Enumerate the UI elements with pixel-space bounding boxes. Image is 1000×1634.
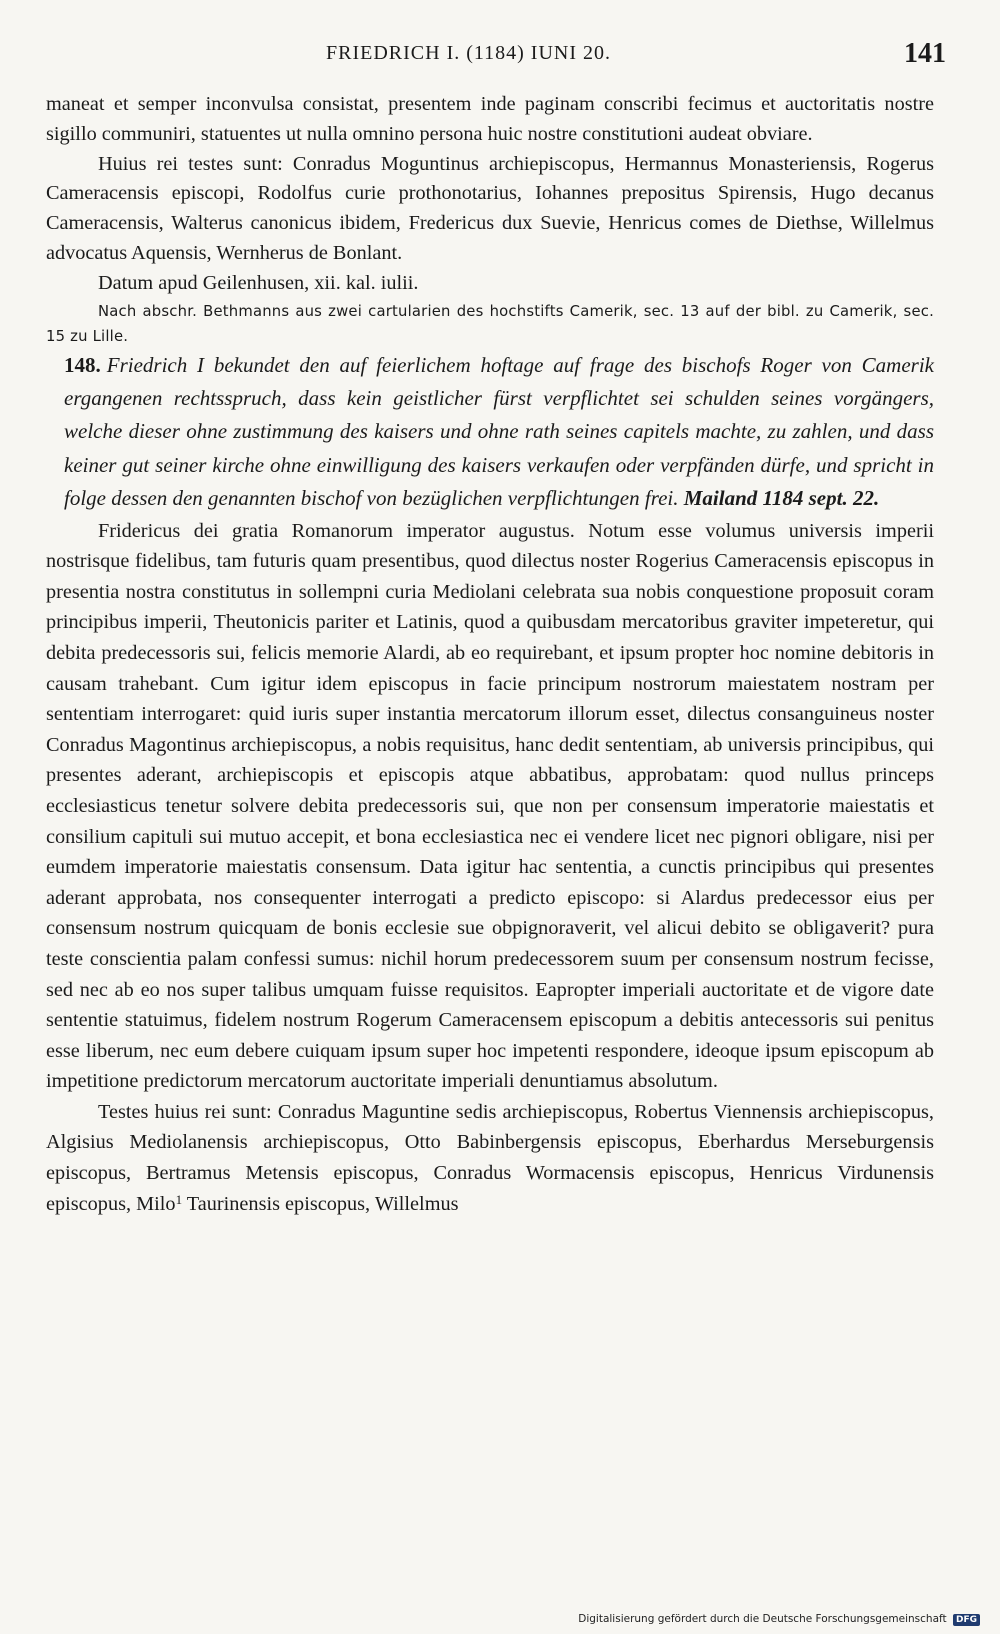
source-note-text: Nach abschr. Bethmanns aus zwei cartularien des hochstifts Camerik, sec. 13 auf der bibl. zu Camerik, sec. 15 zu Lille. <box>46 302 934 345</box>
datum-line: Datum apud Geilenhusen, xii. kal. iulii. <box>98 271 419 294</box>
witnesses-paragraph: Huius rei testes sunt: Conradus Moguntinus archiepiscopus, Hermannus Monasteriensis, Rogerus Cameracensis episcopi, Rodolfus curie prothonotarius, Iohannes prepositus Spirensis, Hugo decanus Cameracensis, Walterus canonicus ibidem, Fredericus dux Suevie, Henricus comes de Diethse, Willelmus advocatus Aquensis, Wernherus de Bonlant. <box>46 152 934 264</box>
source-note <box>46 299 934 349</box>
footnote-mark[interactable]: 1 <box>175 1191 183 1207</box>
continuation-paragraph: maneat et semper inconvulsa consistat, presentem inde paginam conscribi fecimus et auctoritatis nostre sigillo communiri, statuentes ut nulla omnino persona huic nostre constitutioni audeat obviare. <box>46 93 934 145</box>
digitization-footer <box>578 1613 980 1626</box>
page-content <box>46 90 934 1219</box>
regest-date: Mailand 1184 sept. 22. <box>683 486 880 511</box>
running-title: FRIEDRICH I. (1184) IUNI 20. <box>326 42 612 64</box>
regest-number: 148. <box>64 352 101 377</box>
witnesses-list-tail: Taurinensis episcopus, Willelmus <box>182 1192 459 1215</box>
witnesses-list <box>46 1097 934 1219</box>
regest-summary <box>46 349 934 516</box>
page-header <box>46 36 954 72</box>
regest-text: Friedrich I bekundet den auf feierlichem hoftage auf frage des bischofs Roger von Camerik ergangenen rechtsspruch, dass kein geistlicher fürst verpflichtet sei schulden seines vorgängers, welche dieser ohne zustimmung des kaisers und ohne rath seines capitels machte, zu zahlen, und dass keiner gut seiner kirche ohne einwilligung des kaisers verkaufen oder verpfänden dürfe, und spricht in folge dessen den genannten bischof von bezüglichen verpflichtungen frei. <box>64 352 934 511</box>
witnesses-list-text: Testes huius rei sunt: Conradus Maguntine sedis archiepiscopus, Robertus Viennensis archiepiscopus, Algisius Mediolanensis archiepiscopus, Otto Babinbergensis episcopus, Eberhardus Merseburgensis episcopus, Bertramus Metensis episcopus, Conradus Wormacensis episcopus, Henricus Virdunensis episcopus, Milo <box>46 1100 934 1215</box>
dfg-logo-icon: DFG <box>953 1614 980 1626</box>
page-number: 141 <box>904 38 946 69</box>
charter-text: Fridericus dei gratia Romanorum imperator augustus. Notum esse volumus universis imperii nostrisque fidelibus, tam futuris quam presentibus, quod dilectus noster Rogerius Cameracensis episcopus in presentia nostra constitutus in sollempni curia Mediolani celebrata sua nobis conquestione proposuit coram principibus imperii, Theutonicis pariter et Latinis, quod a quibusdam mercatoribus graviter impeteretur, qui debita predecessoris sui, felicis memorie Alardi, ab eo requirebant, et ipsum propter hoc nomine debitoris in causam trahebant. Cum igitur idem episcopus in facie principum nostrorum maiestatem nostram per sententiam interrogaret: quid iuris super instantia mercatorum illorum esset, dilectus consanguineus noster Conradus Magontinus archiepiscopus, a nobis requisitus, hanc dedit sententiam, ab universis principibus, qui presentes aderant, archiepiscopis et episcopis atque abbatibus, approbatam: quod nullus princeps ecclesiasticus tenetur solvere debita predecessoris sui, que non per consensum imperatorie maiestatis et consilium capituli sui mutuo accepit, et bona ecclesiastica nec ei vendere licet nec pignori obligare, nisi per eumdem imperatorie maiestatis consensum. Data igitur hac sententia, a cunctis principibus qui presentes aderant approbata, nos consequenter interrogati a predicto episcopo: si Alardus predecessor eius per consensum nostrum quicquam de bonis ecclesie sue obpignoraverit, vel alicui debito se obligaverit? pura teste conscientia palam confessi sumus: nichil horum predecessorem suum per consensum nostrum fecisse, sed nec ab eo nos super talibus umquam fuisse requisitos. Eapropter imperiali auctoritate et de vigore date sententie statuimus, fidelem nostrum Rogerum Cameracensem episcopum a debitis antecessoris sui penitus esse liberum, nec eum debere cuiquam ipsum super hoc impetenti respondere, ideoque ipsum episcopum ab impetitione predictorum mercatorum auctoritate imperiali denuntiamus absolutum. <box>46 519 934 1093</box>
footer-text: Digitalisierung gefördert durch die Deutsche Forschungsgemeinschaft <box>578 1613 947 1625</box>
